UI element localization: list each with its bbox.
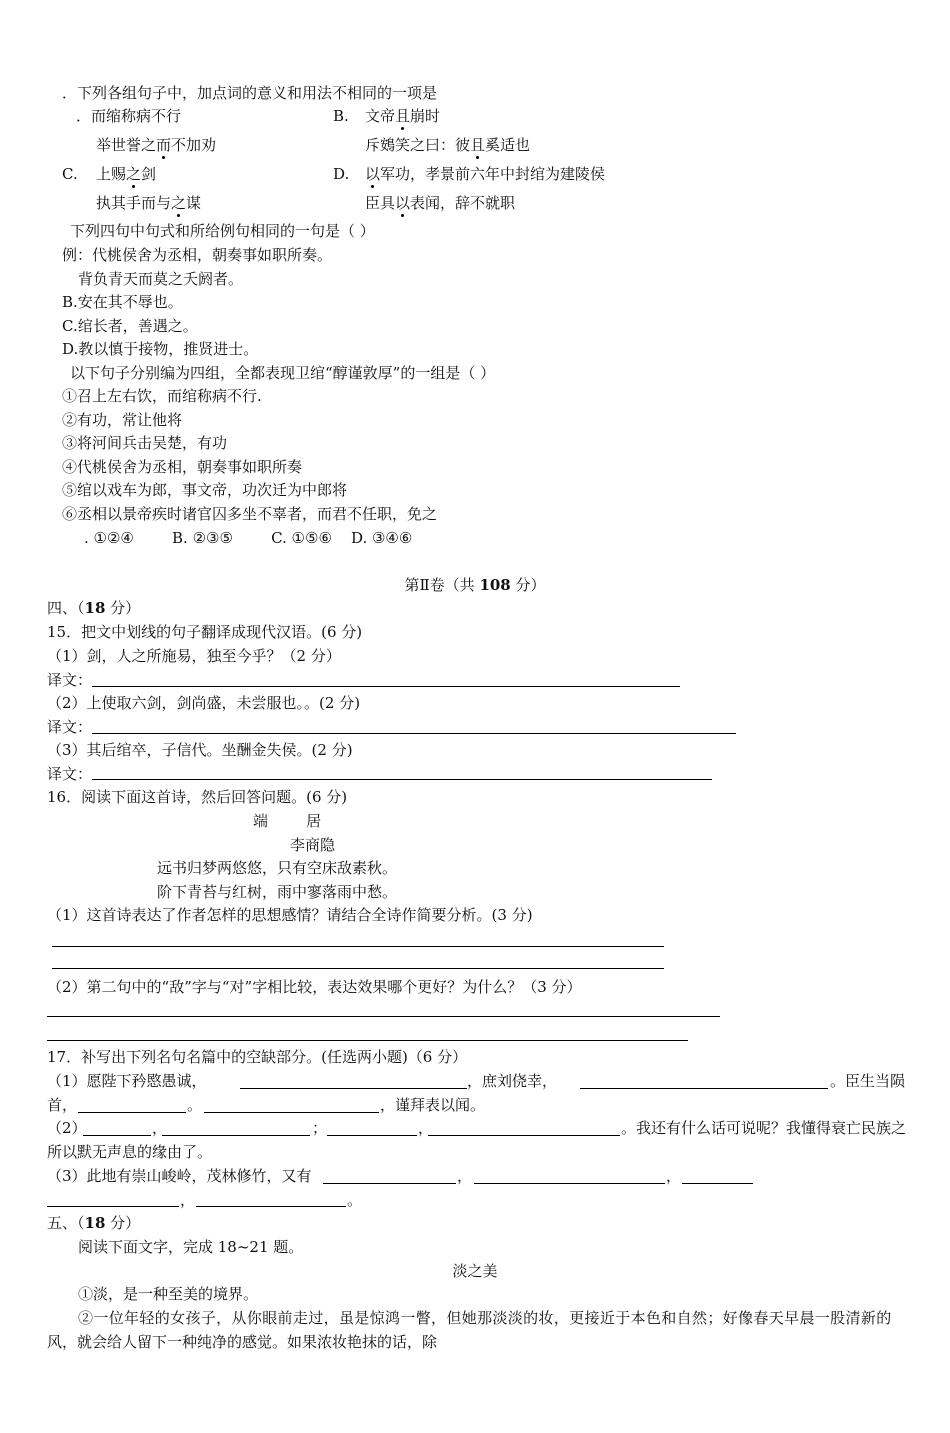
q11-option-d-label: D. xyxy=(333,165,350,183)
q17-text: ，谨拜表以闻。 xyxy=(380,1096,486,1114)
q13-item: ③将河间兵击吴楚，有功 xyxy=(62,434,228,452)
q17-text: 。 xyxy=(187,1096,203,1114)
poem-line: 远书归梦两悠悠，只有空床敌素秋。 xyxy=(157,859,398,877)
q15-answer-label: 译文： xyxy=(47,765,93,783)
dotted-word: 且 xyxy=(470,136,486,154)
fill-blank[interactable] xyxy=(327,1135,417,1136)
q17-text: 所以默无声息的缘由了。 xyxy=(47,1143,213,1161)
answer-line[interactable] xyxy=(52,968,664,969)
q13-item: ④代桃侯舍为丞相，朝奏事如职所奏 xyxy=(62,458,303,476)
fill-blank[interactable] xyxy=(78,1112,186,1113)
answer-line[interactable] xyxy=(47,1016,720,1017)
q11-option-c1: 上赐之剑 xyxy=(96,165,157,183)
fill-blank[interactable] xyxy=(474,1183,665,1184)
q12-option-c: C.绾长者，善遇之。 xyxy=(62,317,198,335)
q16-sub-question-2: （2）第二句中的“敌”字与“对”字相比较，表达效果哪个更好？为什么？（3 分） xyxy=(47,978,582,996)
q17-text: ， xyxy=(418,1119,434,1137)
q17-text: ， xyxy=(457,1167,473,1185)
fill-blank[interactable] xyxy=(323,1183,456,1184)
q11-stem: ．下列各组句子中，加点词的意义和用法不相同的一项是 xyxy=(62,84,438,102)
q13-item: ⑤绾以戏车为郎，事文帝，功次迁为中郎将 xyxy=(62,481,348,499)
q17-text: ， xyxy=(152,1119,168,1137)
q13-item: ②有功，常让他将 xyxy=(62,411,183,429)
q13-item: ①召上左右饮，而绾称病不行. xyxy=(62,387,262,405)
q11-option-a1: ．而缩称病不行 xyxy=(76,107,182,125)
section-four-heading: 四、（18 分） xyxy=(47,599,141,617)
q15-sentence-3: （3）其后绾卒，子信代。坐酬金失侯。(2 分) xyxy=(47,741,353,759)
q13-item: ⑥丞相以景帝疾时诸官囚多坐不辜者，而君不任职，免之 xyxy=(62,505,438,523)
q17-text: （2） xyxy=(47,1119,87,1137)
dotted-word: 之 xyxy=(126,165,142,183)
reading-title: 淡之美 xyxy=(452,1262,498,1280)
fill-blank[interactable] xyxy=(83,1135,151,1136)
q17-text: 。臣生当陨 xyxy=(830,1072,906,1090)
dotted-word: 以 xyxy=(365,165,381,183)
q15-sentence-1: （1）剑，人之所施易，独至今乎？（2 分） xyxy=(47,647,341,665)
q17-text: ； xyxy=(312,1119,328,1137)
poem-title: 端 居 xyxy=(253,812,322,830)
dotted-word: 而 xyxy=(156,136,172,154)
q12-stem: 下列四句中句式和所给例句相同的一句是（ ） xyxy=(70,222,375,240)
q12-example: 例：代桃侯舍为丞相，朝奏事如职所奏。 xyxy=(62,246,333,264)
q12-option-b: B.安在其不辱也。 xyxy=(62,293,183,311)
q11-option-d1: 以军功，孝景前六年中封绾为建陵侯 xyxy=(365,165,606,183)
q13-stem: 以下句子分别编为四组，全都表现卫绾“醇谨敦厚”的一组是（ ） xyxy=(70,364,496,382)
fill-blank[interactable] xyxy=(428,1135,620,1136)
answer-line[interactable] xyxy=(92,733,736,734)
q17-text: ， xyxy=(180,1191,196,1209)
answer-line[interactable] xyxy=(92,686,680,687)
fill-blank[interactable] xyxy=(580,1088,828,1089)
q17-text: 首， xyxy=(47,1096,78,1114)
q11-option-b-label: B. xyxy=(333,107,349,125)
answer-line[interactable] xyxy=(92,779,712,780)
poem-author: 李商隐 xyxy=(290,836,336,854)
q11-option-d2: 臣具以表闻，辞不就职 xyxy=(365,194,516,212)
reading-paragraph: ②一位年轻的女孩子，从你眼前走过，虽是惊鸿一瞥，但她那淡淡的妆，更接近于本色和自然；好像春天早晨一股清新的 xyxy=(78,1309,892,1327)
fill-blank[interactable] xyxy=(196,1206,346,1207)
section-five-heading: 五、（18 分） xyxy=(47,1214,141,1232)
fill-blank[interactable] xyxy=(682,1183,753,1184)
poem-line: 阶下青苔与红树，雨中寥落雨中愁。 xyxy=(157,883,398,901)
q12-option-d: D.教以慎于接物，推贤进士。 xyxy=(62,340,259,358)
dotted-word: 以 xyxy=(395,194,411,212)
fill-blank[interactable] xyxy=(162,1135,310,1136)
q15-stem: 15．把文中划线的句子翻译成现代汉语。(6 分) xyxy=(47,623,363,641)
q15-answer-label: 译文： xyxy=(47,718,93,736)
reading-intro: 阅读下面文字，完成 18~21 题。 xyxy=(78,1238,304,1256)
reading-paragraph: ①淡，是一种至美的境界。 xyxy=(78,1285,259,1303)
part-two-heading: 第Ⅱ卷（共 108 分） xyxy=(404,576,546,594)
q16-sub-question-1: （1）这首诗表达了作者怎样的思想感情？请结合全诗作简要分析。(3 分) xyxy=(47,906,533,924)
q15-answer-label: 译文： xyxy=(47,671,93,689)
q17-text: 。我还有什么话可说呢？我懂得衰亡民族之 xyxy=(621,1119,907,1137)
dotted-word: 且 xyxy=(395,107,411,125)
q11-option-c-label: C. xyxy=(62,165,78,183)
q17-text: ， xyxy=(666,1167,682,1185)
q12-option-a: 背负青天而莫之夭阏者。 xyxy=(78,270,244,288)
fill-blank[interactable] xyxy=(47,1206,179,1207)
q11-option-b2: 斥鴳笑之曰：彼且奚适也 xyxy=(365,136,531,154)
reading-paragraph: 风，就会给人留下一种纯净的感觉。如果浓妆艳抹的话，除 xyxy=(47,1333,438,1351)
dotted-word: 之 xyxy=(171,194,187,212)
q15-sentence-2: （2）上使取六剑，剑尚盛，未尝服也。。(2 分) xyxy=(47,694,361,712)
q11-option-c2: 执其手而与之谋 xyxy=(96,194,202,212)
fill-blank[interactable] xyxy=(204,1112,379,1113)
q11-option-b1: 文帝且崩时 xyxy=(365,107,441,125)
answer-line[interactable] xyxy=(52,946,664,947)
q17-stem: 17．补写出下列名句名篇中的空缺部分。(任选两小题)（6 分） xyxy=(47,1048,468,1066)
fill-blank[interactable] xyxy=(240,1088,467,1089)
q17-text: 。 xyxy=(347,1191,363,1209)
answer-line[interactable] xyxy=(47,1040,688,1041)
q17-text: ，庶刘侥幸， xyxy=(467,1072,558,1090)
q13-options: . ①②④ B. ②③⑤ C. ①⑤⑥ D. ③④⑥ xyxy=(84,529,413,547)
q11-option-a2: 举世誉之而不加劝 xyxy=(96,136,217,154)
q16-stem: 16．阅读下面这首诗，然后回答问题。(6 分) xyxy=(47,788,348,806)
q17-line-1: （1）愿陛下矜愍愚诚， xyxy=(47,1072,207,1090)
q17-text: （3）此地有崇山峻岭，茂林修竹，又有 xyxy=(47,1167,312,1185)
